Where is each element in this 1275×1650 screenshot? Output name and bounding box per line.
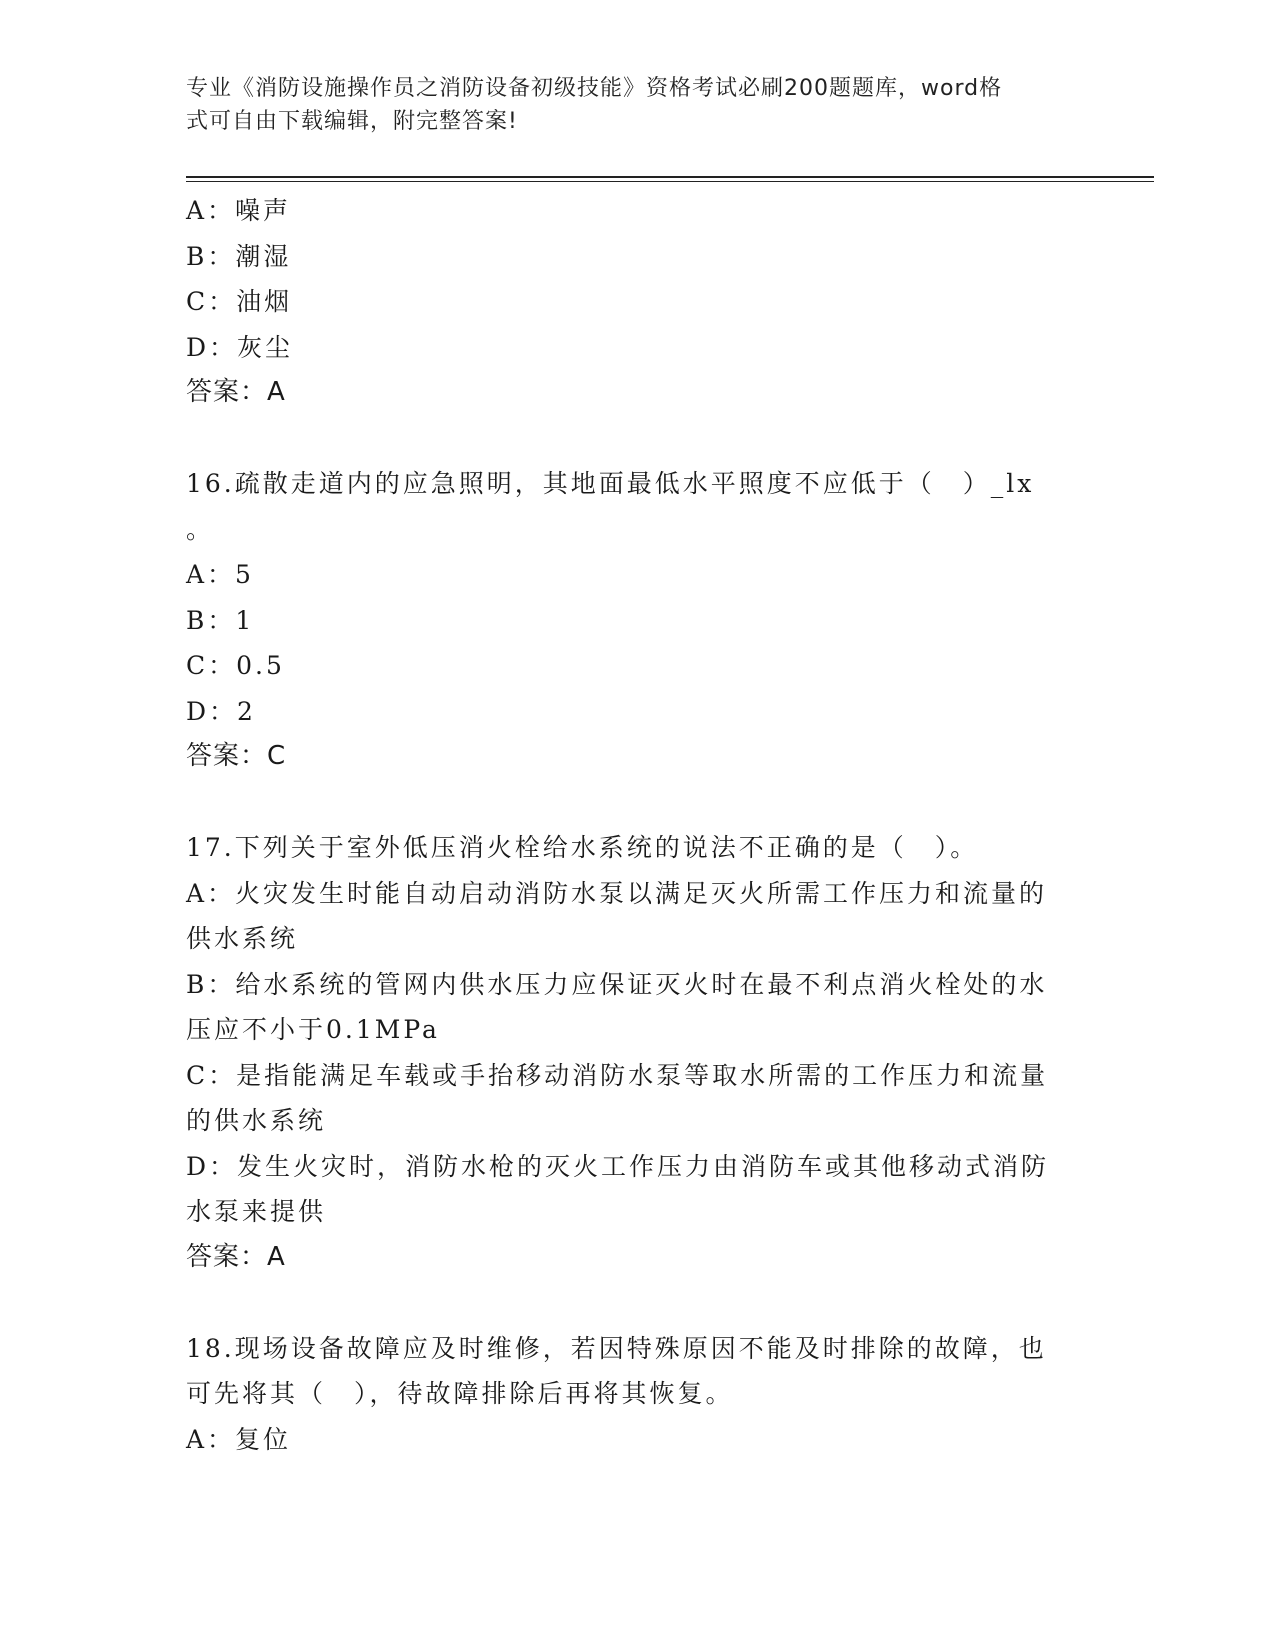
q18-option-a: A：复位 xyxy=(186,1424,292,1454)
q17-option-d-line-2: 水泵来提供 xyxy=(186,1197,327,1226)
q16-option-c: C：0.5 xyxy=(186,651,285,680)
q17-option-c-line-1: C：是指能满足车载或手抬移动消防水泵等取水所需的工作压力和流量 xyxy=(186,1060,1049,1090)
q15-option-b: B：潮湿 xyxy=(186,241,292,271)
document-header xyxy=(186,72,1066,138)
q15-option-a: A：噪声 xyxy=(186,196,292,225)
q16-answer: 答案：C xyxy=(186,741,287,771)
q17-option-a-line-1: A：火灾发生时能自动启动消防水泵以满足灭火所需工作压力和流量的 xyxy=(186,878,1048,908)
spacer xyxy=(186,416,1066,462)
q16-option-d: D：2 xyxy=(186,696,256,726)
q17-option-b-line-2: 压应不小于0.1MPa xyxy=(186,1015,440,1044)
q18-stem-line-2: 可先将其（ ），待故障排除后再将其恢复。 xyxy=(186,1379,734,1408)
q15-option-c: C：油烟 xyxy=(186,287,293,316)
q16-option-b: B：1 xyxy=(186,605,255,635)
q17-option-c-line-2: 的供水系统 xyxy=(186,1106,327,1135)
q16-stem-line-1: 16.疏散走道内的应急照明，其地面最低水平照度不应低于（ ）_lx xyxy=(186,469,1035,498)
q16-stem-line-2: 。 xyxy=(186,514,215,544)
q17-option-d-line-1: D：发生火灾时，消防水枪的灭火工作压力由消防车或其他移动式消防 xyxy=(186,1151,1050,1181)
q17-stem: 17.下列关于室外低压消火栓给水系统的说法不正确的是（ ）。 xyxy=(186,833,979,862)
header-rule-thin xyxy=(186,181,1154,182)
q15-answer: 答案：A xyxy=(186,377,286,407)
q17-option-b-line-1: B：给水系统的管网内供水压力应保证灭火时在最不利点消火栓处的水 xyxy=(186,969,1048,999)
header-line-2: 式可自由下载编辑，附完整答案! xyxy=(186,109,518,134)
header-line-1: 专业《消防设施操作员之消防设备初级技能》资格考试必刷200题题库，word格 xyxy=(186,76,1003,101)
question-list xyxy=(186,188,1066,1462)
q18-stem-line-1: 18.现场设备故障应及时维修，若因特殊原因不能及时排除的故障，也 xyxy=(186,1333,1047,1363)
q17-option-a-line-2: 供水系统 xyxy=(186,924,299,953)
header-rule-thick xyxy=(186,176,1154,178)
spacer xyxy=(186,1280,1066,1326)
spacer xyxy=(186,780,1066,826)
q15-option-d: D：灰尘 xyxy=(186,332,294,362)
q17-answer: 答案：A xyxy=(186,1241,286,1272)
q16-option-a: A：5 xyxy=(186,560,254,589)
